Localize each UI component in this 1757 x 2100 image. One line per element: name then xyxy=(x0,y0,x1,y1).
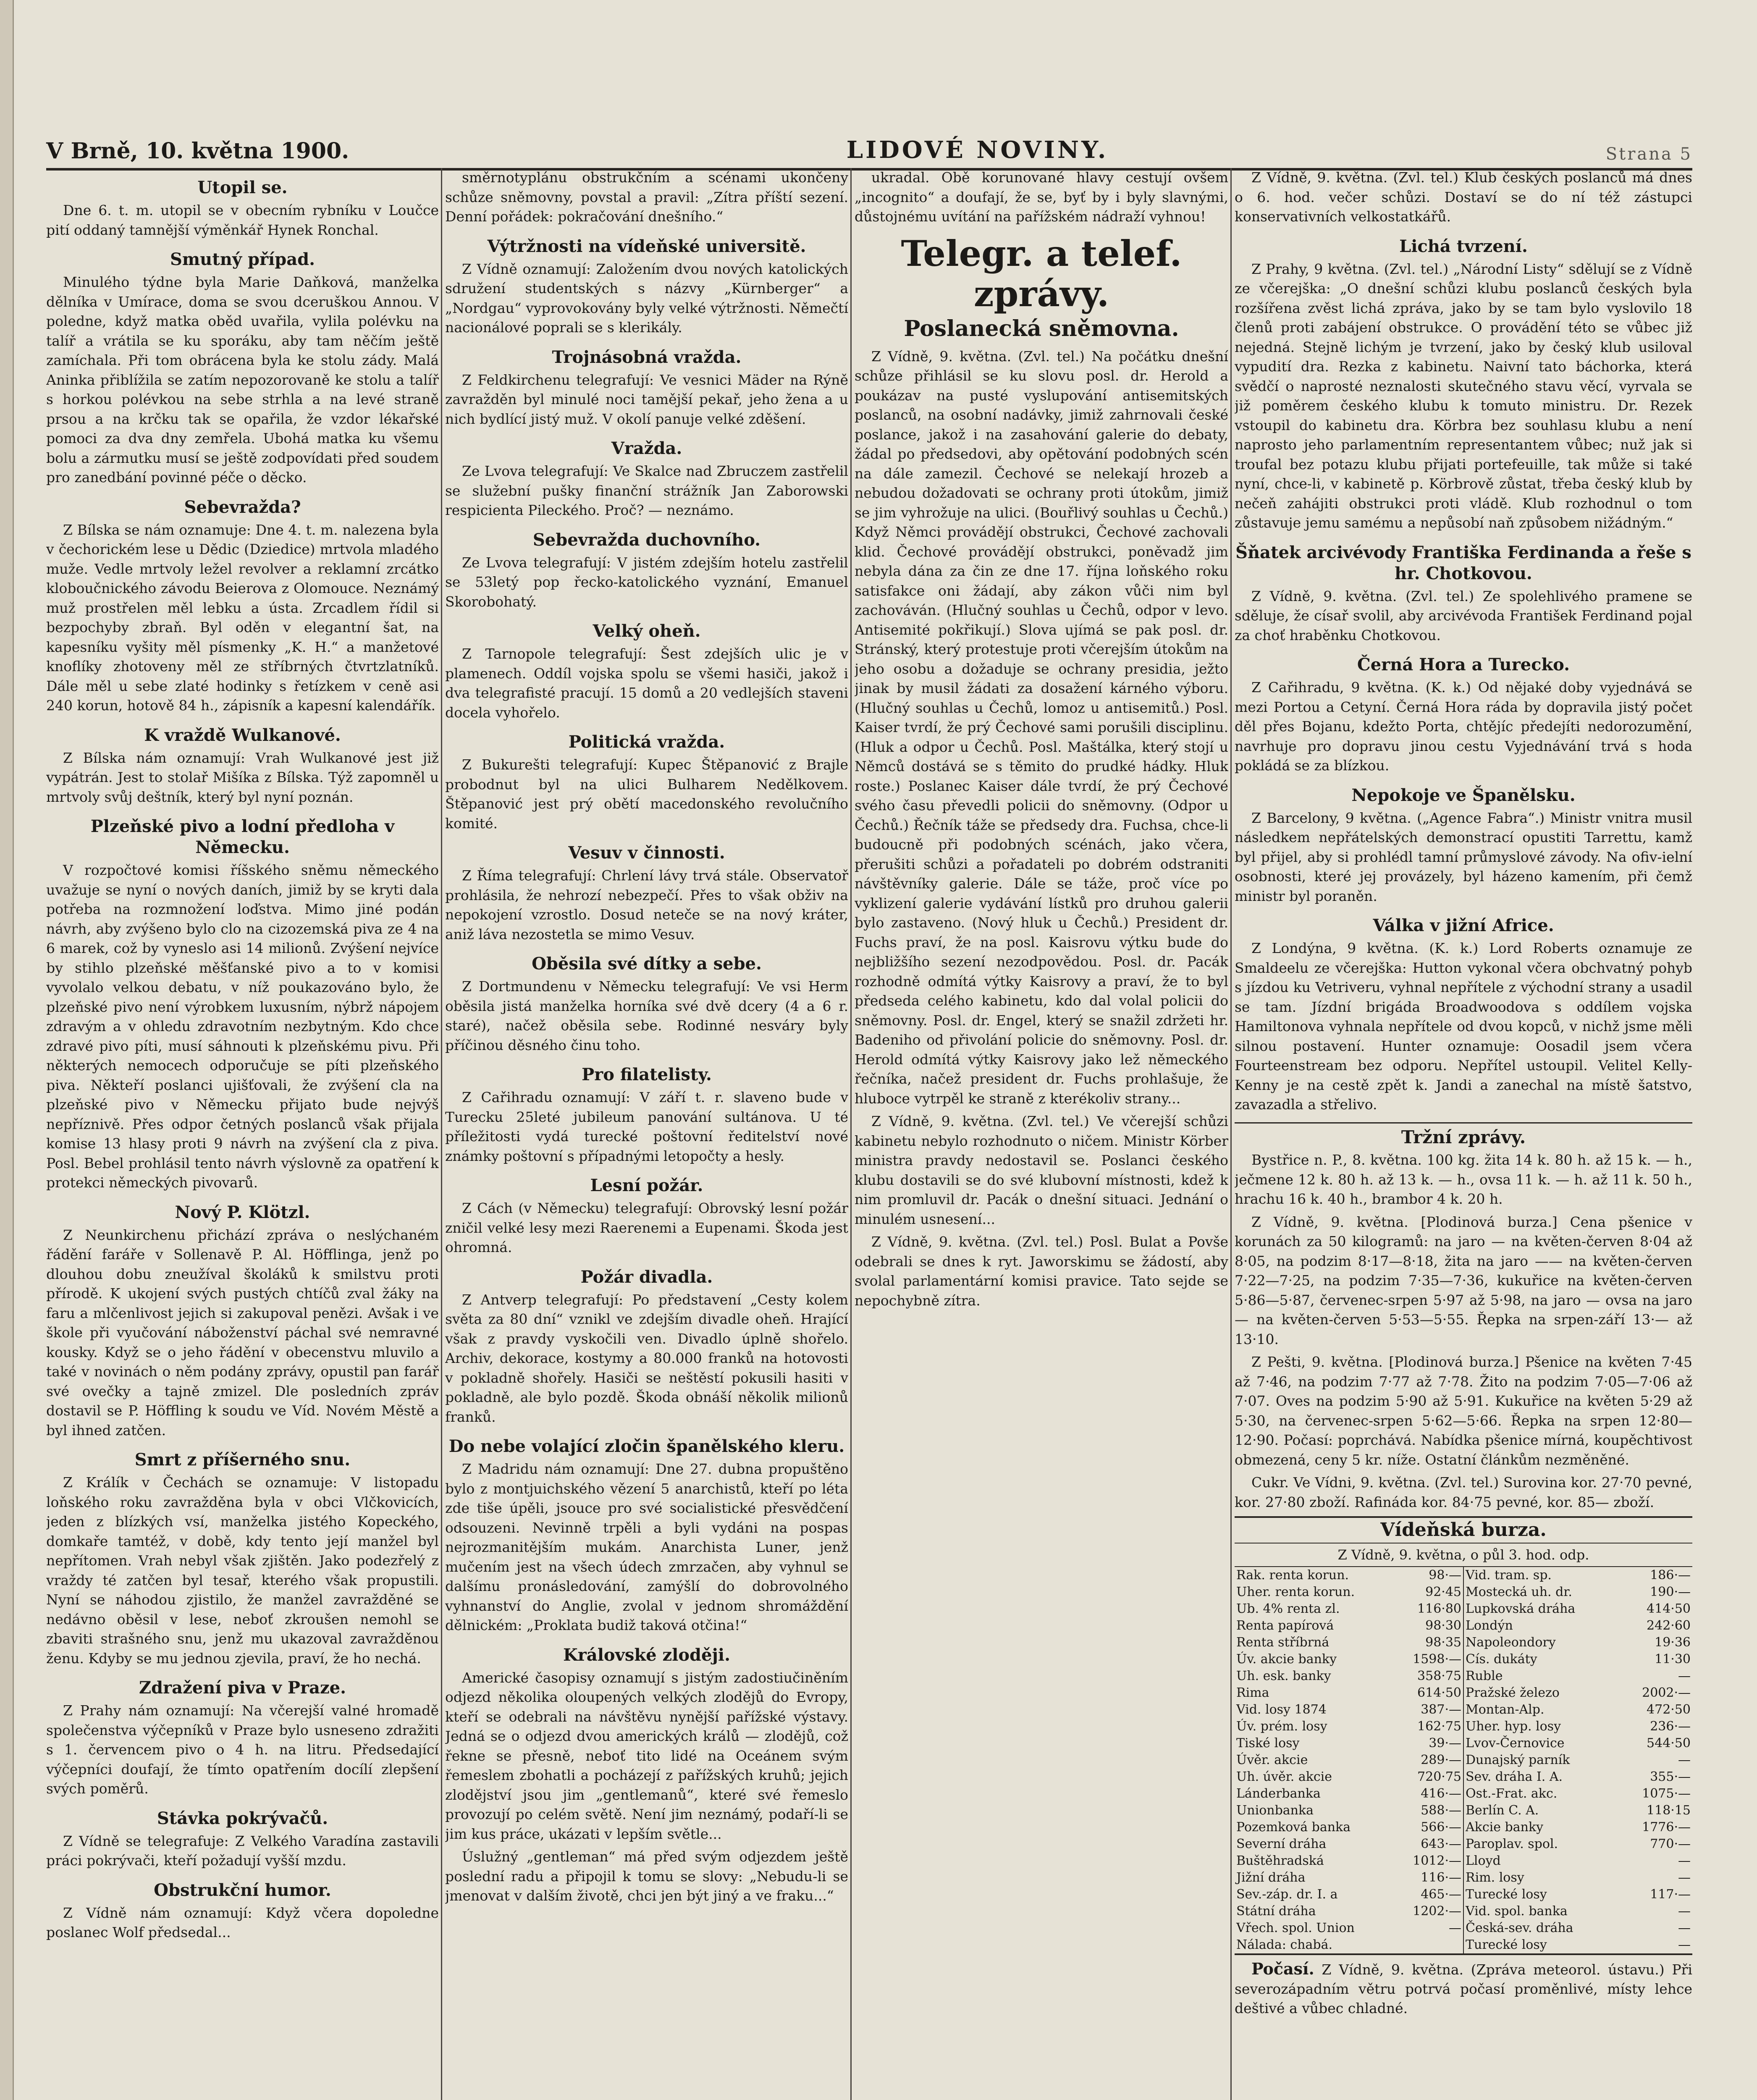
stock-row xyxy=(1235,1617,1463,1634)
stock-exchange-title: Vídeňská burza. xyxy=(1235,1518,1692,1544)
stock-row xyxy=(1235,1601,1463,1617)
stock-row xyxy=(1235,1785,1463,1802)
article-body: Z Barcelony, 9 května. („Agence Fabra“.) Ministr vnitra musil následkem nepřátelských demonstrací opustiti Tarrettu, kamž byl přijel, aby si prohlédl tamní průmyslové závody. Na ofiv-ielní osobnosti, které jej provázely, byl házeno kamením, při čemž ministr byl poraněn. xyxy=(1235,809,1692,904)
article-body: Z Králík v Čechách se oznamuje: V listopadu loňského roku zavražděna byla v obci Vlčkovicích, jeden z blízkých vsí, manželka jistého Kopeckého, domkaře tamtéž, v době, kdy tento její manžel byl nepřítomen. Vrah nebyl však zjištěn. Jako podezřelý z vraždy té zatčen byl tesař, kterého však propustili. Nyní se náhodou zjistilo, že manžel zavražděné se nedávno oběsil v lese, neboť zkroušen nemohl se zbaviti strašného snu, jenž mu ukazoval zavražděnou ženu. Kdyby se mu jednou zjevila, praví, že ho nechá. xyxy=(46,1474,439,1667)
article-title: Smrt z příšerného snu. xyxy=(134,1450,351,1470)
article-body: Z Tarnopole telegrafují: Šest zdejších ulic je v plamenech. Oddíl vojska spolu se všemi hasiči, jakož i dva telegrafisté pracují. 15 domů a 20 vedlejších staveni docela vyhořelo. xyxy=(445,646,848,721)
section-headline: Telegr. a telef. zprávy. xyxy=(901,232,1182,315)
article-title: Stávka pokrývačů. xyxy=(157,1808,328,1828)
article-title: Velký oheň. xyxy=(593,621,701,641)
stock-name: Pražské železo xyxy=(1466,1685,1560,1700)
article-body: Ze Lvova telegrafují: V jistém zdejším hotelu zastřelil se 53letý pop řecko-katolického vyznání, Emanuel Skorobohatý. xyxy=(445,554,848,610)
article-body: Z Bílska se nám oznamuje: Dne 4. t. m. nalezena byla v čechorickém lese u Dědic (Dziedice) mrtvola mladého muže. Vedle mrtvoly ležel revolver a reklamní zrcátko kloboučnického závodu Beierova z Olomouce. Neznámý muž prostřelen měl lebku a ústa. Zrcadlem řídil si bezpochyby zbraň. Byl oděn v elegantní šat, na kapesníku vyšity měl písmenky „K. H.“ a manžetové knoflíky zhotoveny měl ze stříbrných čtvrtzlatníků. Dále měl u sebe zlaté hodinky s řetízkem v ceně asi 240 korun, hotově 84 h., zápisník a kapesní kalendářík. xyxy=(46,521,439,714)
stock-name: Turecké losy xyxy=(1466,1887,1547,1902)
article-body: Z Vídně, 9. května. (Zvl. tel.) Klub českých poslanců má dnes o 6. hod. večer schůzi. Dostaví se do ní též zástupci konservativních velkostatkářů. xyxy=(1235,169,1692,225)
stock-name: Uh. úvěr. akcie xyxy=(1236,1769,1332,1784)
stock-name: Montan-Alp. xyxy=(1466,1702,1545,1717)
stock-name: Tiské losy xyxy=(1236,1736,1300,1751)
article-body: Z Neunkirchenu přichází zpráva o neslýchaném řádění faráře v Sollenavě P. Al. Höfflinga, jenž po dlouhou dobu zneužíval školáků k smilstvu proti přírodě. K ukojení svých pustých chtíčů zval žáky na faru a mlčenlivost jejich si zakupoval penězi. Avšak i ve škole při vyučování náboženství páchal své nemravné kousky. Když se o jeho řádění v obecenstvu mluvilo a také v novinách o něm podány zprávy, opustil pan farář své ovečky a tajně zmizel. Dle posledních zpráv dostavil se P. Höffling k soudu ve Víd. Novém Městě a byl ihned zatčen. xyxy=(46,1226,439,1438)
article-body: Z Cařihradu, 9 května. (K. k.) Od nějaké doby vyjednává se mezi Portou a Cetyní. Černá Hora ráda by dopravila jistý počet děl přes Bojanu, kdežto Porta, chtějíc předejíti nedorozumění, navrhuje pro dopravu jinou cestu Vyjednávání trvá s hoda pokládá se za blízkou. xyxy=(1235,679,1692,774)
stock-name: Úv. prém. losy xyxy=(1236,1719,1327,1734)
stock-row xyxy=(1464,1601,1692,1617)
stock-price: 465·— xyxy=(1421,1887,1461,1902)
stock-name: Turecké losy xyxy=(1466,1937,1547,1952)
stock-name: Jižní dráha xyxy=(1236,1870,1306,1885)
stock-name: Cís. dukáty xyxy=(1466,1652,1537,1667)
stock-name: Uh. esk. banky xyxy=(1236,1669,1331,1683)
article-body: Z Vídně, 9. května. (Zvl. tel.) Ve včerejší schůzi kabinetu nebylo rozhodnuto o ničem. Ministr Körber ministra pravdy nedostavil se. Poslanci českého klubu dostavili se do své klubovní místnosti, kdež k nim promluvil dr. Pacák o dnešní situaci. Jednání o minulém usnesení... xyxy=(855,1113,1228,1227)
stock-row xyxy=(1235,1853,1463,1869)
article-body: Ze Lvova telegrafují: Ve Skalce nad Zbruczem zastřelil se služební pušky finanční strážník Jan Zaborowski respicienta Pileckého. Proč? — neznámo. xyxy=(445,463,848,518)
stock-price: 355·— xyxy=(1650,1769,1691,1784)
stock-table-right xyxy=(1464,1567,1692,1953)
stock-row xyxy=(1235,1634,1463,1651)
stock-price: 1776·— xyxy=(1642,1820,1691,1835)
stock-name: Úv. akcie banky xyxy=(1236,1652,1337,1667)
stock-name: Ub. 4% renta zl. xyxy=(1236,1601,1340,1616)
article-title: Lesní požár. xyxy=(590,1176,703,1195)
stock-price: 1202·— xyxy=(1413,1904,1461,1919)
stock-name: Ost.-Frat. akc. xyxy=(1466,1786,1558,1801)
stock-row xyxy=(1464,1819,1692,1836)
stock-name: Rim. losy xyxy=(1466,1870,1524,1885)
stock-price: 358·75 xyxy=(1417,1669,1461,1683)
article-body: Z Vídně, 9. května. (Zvl. tel.) Ze spolehlivého pramene se sděluje, že císař svolil, aby arcivévoda František Ferdinand pojal za choť hraběnku Chotkovou. xyxy=(1235,588,1692,643)
article-title: Šňatek arcivévody Františka Ferdinanda a řeše s hr. Chotkovou. xyxy=(1235,542,1691,583)
stock-row xyxy=(1235,1903,1463,1920)
article-body: Z Bílska nám oznamují: Vrah Wulkanové jest již vypátrán. Jest to stolař Mišíka z Bílska. Týž zapomněl u mrtvoly svůj deštník, který byl nyní poznán. xyxy=(46,749,439,805)
article-body: Z Dortmundenu v Německu telegrafují: Ve vsi Herm oběsila jistá manželka horníka své dvě dcery (4 a 6 r. staré), načež oběsila sebe. Rodinné nesváry byly příčinou děsného činu toho. xyxy=(445,978,848,1053)
weather-text: Z Vídně, 9. května. (Zpráva meteorol. ústavu.) Při severozápadním větru potrvá počasí proměnlivé, místy lehce deštivé a vůbec chladné. xyxy=(1235,1961,1692,2016)
article-body: Z Bukurešti telegrafují: Kupec Štěpanović z Brajle probodnut byl na ulici Bulharem Nedělkovem. Štěpanović jest prý obětí macedonského revolučního komité. xyxy=(445,756,848,832)
stock-row xyxy=(1464,1752,1692,1769)
stock-name: Lánderbanka xyxy=(1236,1786,1321,1801)
article-title: Vesuv v činnosti. xyxy=(568,843,725,863)
stock-row xyxy=(1235,1718,1463,1735)
stock-row xyxy=(1235,1735,1463,1752)
stock-price: 242·60 xyxy=(1647,1618,1691,1633)
market-title: Tržní zprávy. xyxy=(1235,1122,1692,1147)
stock-price: 98·30 xyxy=(1425,1618,1461,1633)
article-body: ukradal. Obě korunované hlavy cestují ovšem „incognito“ a doufají, že se, byť by i byly slavnými, důstojnému uvítání na pařížském nádraží vyhnou! xyxy=(855,169,1228,225)
stock-price: 414·50 xyxy=(1647,1601,1691,1616)
column-divider xyxy=(850,168,852,2100)
column-divider xyxy=(1230,168,1232,2100)
stock-price: 98·35 xyxy=(1425,1635,1461,1650)
stock-price: 544·50 xyxy=(1647,1736,1691,1751)
stock-name: Renta papírová xyxy=(1236,1618,1334,1633)
stock-price: 614·50 xyxy=(1417,1685,1461,1700)
stock-row xyxy=(1235,1869,1463,1886)
stock-row xyxy=(1235,1886,1463,1903)
stock-row xyxy=(1464,1567,1692,1584)
stock-name: Sev. dráha I. A. xyxy=(1466,1769,1563,1784)
article-title: Válka v jižní Africe. xyxy=(1373,916,1554,935)
stock-price: — xyxy=(1678,1853,1691,1868)
page-number: Strana 5 xyxy=(1605,144,1692,164)
article-body: Minulého týdne byla Marie Daňková, manželka dělníka v Umírace, doma se svou dceruškou Annou. V poledne, když matka oběd uvařila, vylila polévku na talíř a vrátila se ku sporáku, aby tam něčím ještě zamíchala. Při tom obrácena byla ke stolu zády. Malá Aninka přiblížila se zatím nepozorovaně ke stolu a talíř s horkou polévkou na sebe strhla a na levé straně prsou a na krčku tak se opařila, že vzdor lékařské pomoci za dva dny zemřela. Ubohá matka ku všemu bolu a zármutku musí se ještě zodpovídati před soudem pro zanedbání povinné péče o děcko. xyxy=(46,274,439,486)
stock-name: Rak. renta korun. xyxy=(1236,1568,1349,1583)
article-title: Lichá tvrzení. xyxy=(1399,236,1528,256)
article-body: Z Říma telegrafují: Chrlení lávy trvá stále. Observatoř prohlásila, že nehrozí nebezpečí. Přes to však obživ na nepokojení vzrostlo. Dosud neteče se na nový kráter, aniž láva nezostetla se mimo Vesuv. xyxy=(445,867,848,942)
article-body: Z Prahy nám oznamují: Na včerejší valné hromadě společenstva výčepníků v Praze bylo usneseno zdražiti s 1. červencem pivo o 4 h. na litru. Předsedající výčepníci doufají, že tímto opatřením docílí zlepšení svých poměrů. xyxy=(46,1702,439,1797)
stock-price: — xyxy=(1678,1669,1691,1683)
stock-price: 1075·— xyxy=(1642,1786,1691,1801)
article-title: Sebevražda? xyxy=(184,497,301,517)
stock-row xyxy=(1235,1769,1463,1785)
stock-price: 720·75 xyxy=(1417,1769,1461,1784)
stock-row xyxy=(1464,1920,1692,1937)
stock-price: 39·— xyxy=(1429,1736,1461,1751)
stock-price: 118·15 xyxy=(1647,1803,1691,1818)
stock-name: Rima xyxy=(1236,1685,1269,1700)
stock-price: 472·50 xyxy=(1647,1702,1691,1717)
article-title: Plzeňské pivo a lodní předloha v Německu. xyxy=(90,816,395,857)
stock-name: Ruble xyxy=(1466,1669,1503,1683)
stock-name: Severní dráha xyxy=(1236,1837,1327,1851)
stock-price: 162·75 xyxy=(1417,1719,1461,1734)
article-body: Dne 6. t. m. utopil se v obecním rybníku v Loučce pití oddaný tamnější výměnkář Hynek Ronchal. xyxy=(46,202,439,238)
stock-row xyxy=(1235,1685,1463,1701)
stock-price: 1598·— xyxy=(1413,1652,1461,1667)
stock-row xyxy=(1464,1735,1692,1752)
stock-name: Česká-sev. dráha xyxy=(1466,1921,1573,1935)
stock-name: Vid. spol. banka xyxy=(1466,1904,1568,1919)
stock-row xyxy=(1235,1836,1463,1853)
stock-name: Vid. losy 1874 xyxy=(1236,1702,1327,1717)
column-divider xyxy=(441,168,442,2100)
stock-name: Renta stříbrná xyxy=(1236,1635,1330,1650)
stock-name: Lupkovská dráha xyxy=(1466,1601,1576,1616)
article-title: Vražda. xyxy=(611,438,682,458)
stock-row xyxy=(1464,1617,1692,1634)
article-title: Oběsila své dítky a sebe. xyxy=(532,954,762,974)
article-title: Utopil se. xyxy=(197,178,288,197)
stock-price: — xyxy=(1678,1904,1691,1919)
stock-name: Akcie banky xyxy=(1466,1820,1544,1835)
stock-row xyxy=(1235,1752,1463,1769)
stock-name: Sev.-záp. dr. I. a xyxy=(1236,1887,1338,1902)
stock-row xyxy=(1235,1668,1463,1685)
stock-row xyxy=(1235,1651,1463,1668)
stock-row xyxy=(1464,1802,1692,1819)
article-body: Americké časopisy oznamují s jistým zadostiučiněním odjezd několika oloupených velkých zlodějů do Evropy, kteří se odebrali na návštěvu nynější pařížské výstavy. Jedná se o odjezd dvou amerických králů — zlodějů, což řekne se přesně, neboť tito lidé na Oceánem svým řemeslem zbohatli a pocházejí z pařížských kruhů; jejich zlodějství jsou jim „gentlemanů“, které své řemeslo provozují po celém světě. Není jim neznámý, podaří-li se jim kus práce, ukázati v lepším světle... xyxy=(445,1669,848,1842)
stock-price: 19·36 xyxy=(1655,1635,1691,1650)
stock-price: 416·— xyxy=(1421,1786,1461,1801)
page-header xyxy=(46,126,1692,171)
article-title: Politická vražda. xyxy=(568,732,725,752)
stock-name: Lloyd xyxy=(1466,1853,1501,1868)
stock-price: 92·45 xyxy=(1425,1585,1461,1599)
article-body: Z Vídně se telegrafuje: Z Velkého Varadína zastavili práci pokrývači, kteří požadují vyšší mzdu. xyxy=(46,1832,439,1869)
stock-price: 190·— xyxy=(1650,1585,1691,1599)
article-title: Pro filatelisty. xyxy=(582,1065,712,1084)
stock-price: 289·— xyxy=(1421,1753,1461,1767)
stock-exchange-table xyxy=(1235,1516,1692,1955)
page-spine xyxy=(0,0,14,2100)
article-title: Výtržnosti na vídeňské universitě. xyxy=(487,236,806,256)
column-4 xyxy=(1235,168,1692,2100)
stock-price: 186·— xyxy=(1650,1568,1691,1583)
article-title: Smutný případ. xyxy=(170,249,315,269)
stock-price: 387·— xyxy=(1421,1702,1461,1717)
article-title: Obstrukční humor. xyxy=(154,1880,331,1900)
stock-row xyxy=(1464,1937,1692,1953)
article-body: Z Madridu nám oznamují: Dne 27. dubna propuštěno bylo z montjuichského vězení 5 anarchistů, kteří po léta zde tiše úpěli, jsouce pro své socialistické přesvědčení odsouzeni. Nevinně trpěli a byli vydáni na pospas nejrozmanitějším mukám. Anarchista Luner, jenž mučením jest na všech údech zmrzačen, aby vyhnul se dalšímu pronásledování, zamýšlí do dobrovolného vyhnanství do Anglie, zvolal v jednom shromáždění dělnickém: „Proklata budiž taková otčina!“ xyxy=(445,1461,848,1633)
stock-row xyxy=(1464,1869,1692,1886)
stock-price: — xyxy=(1678,1937,1691,1952)
stock-row xyxy=(1464,1785,1692,1802)
article-body: Z Vídně oznamují: Založením dvou nových katolických sdružení studentských s názvy „Kürnberger“ a „Nordgau“ vyprovokovány byly velké výtržnosti. Němečtí nacionálové poprali se s klerikály. xyxy=(445,260,848,336)
stock-name: Dunajský parník xyxy=(1466,1753,1570,1767)
article-title: Zdražení piva v Praze. xyxy=(139,1678,346,1698)
article-title: Trojnásobná vražda. xyxy=(552,347,742,367)
stock-price: 117·— xyxy=(1650,1887,1691,1902)
stock-row xyxy=(1235,1701,1463,1718)
stock-price: 116·— xyxy=(1421,1870,1461,1885)
stock-name: Paroplav. spol. xyxy=(1466,1837,1558,1851)
stock-name: Lvov-Černovice xyxy=(1466,1736,1565,1751)
article-body: Z Vídně nám oznamují: Když včera dopoledne poslanec Wolf předsedal... xyxy=(46,1904,439,1940)
stock-price: 98·— xyxy=(1429,1568,1461,1583)
article-body: V rozpočtové komisi říšského sněmu německého uvažuje se nyní o nových daních, jimiž by se kryti dala potřeba na rozmnožení loďstva. Mimo jiné podán návrh, aby zvýšeno bylo clo na cizozemská piva ze 4 na 6 marek, což by vyneslo asi 14 milionů. Zvýšení nejvíce by stihlo plzeňské měšťanské pivo a to v komisi vyvolalo velkou debatu, v níž poukazováno bylo, že plzeňské pivo není výrobkem luxusním, nýbrž nápojem zdravým a v ohledu zdravotním nezbytným. Kdo chce zdravé pivo píti, musí sáhnouti k plzeňskému pivu. Při některých nemocech odporučuje se píti plzeňského piva. Někteří poslanci ujišťovali, že zvýšení cla na plzeňské pivo v Německu přijato bude nejvýš nepříznivě. Přes odpor četných poslanců však přijala komise 13 hlasy proti 9 návrh na zvýšení cla z piva. Posl. Bebel prohlásil tento návrh výslovně za opatření k protekci německých pivovarů. xyxy=(46,862,439,1191)
stock-name: Buštěhradská xyxy=(1236,1853,1324,1868)
article-title: Nový P. Klötzl. xyxy=(175,1202,310,1222)
stock-table-left xyxy=(1235,1567,1463,1953)
stock-price xyxy=(1395,1937,1463,1953)
stock-row xyxy=(1235,1802,1463,1819)
stock-row xyxy=(1464,1853,1692,1869)
market-report: Z Vídně, 9. května. [Plodinová burza.] Cena pšenice v korunách za 50 kilogramů: na jaro — na květen-červen 8·04 až 8·05, na podzim 8·17—8·18, žita na jaro —— na květen-červen 7·22—7·25, na podzim 7·35—7·36, kukuřice na květen-červen 5·86—5·87, červenec-srpen 5·97 až 5·98, na jaro — ovsa na jaro — na květen-červen 5·53—5·55. Řepka na srpen-září 13·— až 13·10. xyxy=(1235,1213,1692,1347)
article-body: Z Cách (v Německu) telegrafují: Obrovský lesní požár zničil velké lesy mezi Raerenemi a Eupenami. Škoda jest ohromná. xyxy=(445,1200,848,1255)
stock-price: 643·— xyxy=(1421,1837,1461,1851)
stock-row xyxy=(1464,1701,1692,1718)
article-body: Z Antverp telegrafují: Po představení „Cesty kolem světa za 80 dní“ vznikl ve zdejším divadle oheň. Hrající však z pravdy vyskočili ven. Divadlo úplně shořelo. Archiv, dekorace, kostymy a 80.000 franků na hotovosti v pokladně shořely. Hasiči se neštěstí pokusili hasiti v pokladně, ale bylo pozdě. Škoda obnáší několik milionů franků. xyxy=(445,1291,848,1425)
stock-name: Uher. renta korun. xyxy=(1236,1585,1355,1599)
stock-row xyxy=(1464,1886,1692,1903)
article-title: Nepokoje ve Španělsku. xyxy=(1351,785,1576,805)
stock-price: — xyxy=(1449,1921,1461,1935)
article-title: Královské zloději. xyxy=(563,1645,731,1665)
stock-name: Londýn xyxy=(1466,1618,1513,1633)
stock-row xyxy=(1235,1937,1463,1953)
stock-row xyxy=(1464,1769,1692,1785)
stock-name: Nálada: chabá. xyxy=(1236,1937,1332,1952)
stock-row xyxy=(1464,1668,1692,1685)
article-title: Černá Hora a Turecko. xyxy=(1357,655,1570,675)
stock-price: 1012·— xyxy=(1413,1853,1461,1868)
stock-price: 566·— xyxy=(1421,1820,1461,1835)
stock-name: Vid. tram. sp. xyxy=(1466,1568,1552,1583)
stock-price: 2002·— xyxy=(1642,1685,1691,1700)
stock-price: — xyxy=(1678,1921,1691,1935)
stock-price: 588·— xyxy=(1421,1803,1461,1818)
article-body: Z Prahy, 9 května. (Zvl. tel.) „Národní Listy“ sdělují se z Vídně ze včerejška: „O dnešní schůzi klubu poslanců českých byla rozšířena zvěst lichá zpráva, jako by se tam bylo vyslovilo 18 členů proti zabájení obstrukce. O provádění této se vůbec již nejedná. Stejně lichým je tvrzení, jako by český klub usiloval vypudití dra. Rezka z kabinetu. Naivní tato báchorka, která svědčí o naprosté neznalosti skutečného stavu věcí, vyrvala se již poměrem českého klubu k tomuto ministru. Dr. Rezek vstoupil do kabinetu dra. Körbra bez souhlasu klubu a není naprosto jeho parlamentním representantem vůbec; nuž jak si troufal bez potazu klubu přijati portefeuille, tak může si také nyní, chce-li, v kabinetě p. Körbrově zůstat, třeba český klub by nečeň zahájiti obstrukci proti vládě. Klub rozhodnul o tom zůstavuje jemu samému a nepůsobí naň způsobem nižádným.“ xyxy=(1235,260,1692,531)
stock-name: Pozemková banka xyxy=(1236,1820,1351,1835)
stock-row xyxy=(1464,1584,1692,1601)
stock-row xyxy=(1235,1920,1463,1937)
stock-exchange-subtitle: Z Vídně, 9. května, o půl 3. hod. odp. xyxy=(1235,1544,1692,1567)
header-date: V Brně, 10. května 1900. xyxy=(46,138,349,164)
market-report: Z Pešti, 9. května. [Plodinová burza.] Pšenice na květen 7·45 až 7·46, na podzim 7·77 až 7·78. Žito na podzim 7·05—7·06 až 7·07. Oves na podzim 5·90 až 5·91. Kukuřice na květen 5·29 až 5·30, na červenec-srpen 5·62—5·66. Řepka na srpen 12·80—12·90. Počasí: poprchává. Nabídka pšenice mírná, koupěchtivost obmezená, ceny 5 kr. níže. Ostatní článkům nezměněné. xyxy=(1235,1354,1692,1468)
article-body: Z Vídně, 9. května. (Zvl. tel.) Posl. Bulat a Povše odebrali se dnes k ryt. Jaworskimu se žádostí, aby svolal parlamentární komisi pravice. Tato sejde se nepochybně zítra. xyxy=(855,1234,1228,1309)
column-2 xyxy=(445,168,848,2100)
article-body: Z Vídně, 9. května. (Zvl. tel.) Na počátku dnešní schůze přihlásil se ku slovu posl. dr. Herold a poukázav na pusté vyslupování antisemitských poslanců, na osobní nadávky, jimiž zahrnovali české poslance, jakož i na zasahování galerie do debaty, žádal po předsedovi, aby opětování podobných scén na dále zamezil. Čechové se nelekají hrozeb a nebudou dožadovati se ochrany proti útokům, jimiž se jim vyhrožuje na ulici. (Bouřlivý souhlas u Čechů.) Když Němci provádějí obstrukci, Čechové zachovali klid. Čechové provádějí obstrukci, poněvadž jim nebyla dána za čin ze dne 17. října loňského roku satisfakce oni žádají, aby zákon vůči nim byl zachováván. (Hlučný souhlas u Čechů, odpor v levo. Antisemité pokřikují.) Slova ujímá se pak posl. dr. Stránský, který protestuje proti včerejším útokům na jeho osobu a dožaduje se ochrany presidia, ježto jinak by musil žádati za dosažení kárného výboru. (Hlučný souhlas u Čechů, lomoz u antisemitů.) Posl. Kaiser tvrdí, že prý Čechové sami porušili disciplinu. (Hluk a odpor u Čechů. Posl. Maštálka, který stojí u Němců dostává se s těmito do prudké hádky. Hluk roste.) Poslanec Kaiser dále tvrdí, že prý Čechové svého času převedli policii do sněmovny. (Odpor u Čechů.) Řečník táže se předsedy dra. Fuchsa, chce-li budoucně při podobných scénách, jako včera, přerušiti schůzi a pořadateli po dobrém odstraniti návštěvníky galerie. Dále se táže, proč více po vyklizení galerie vydávání lístků pro druhou galerii bylo zastaveno. (Nový hluk u Čechů.) President dr. Fuchs praví, že na posl. Kaisrovu výtku bude do nejbližšího sezení nezodpovědou. Posl. dr. Pacák rozhodně odmítá výtky Kaisrovy a praví, že to byl předseda celého kabinetu, kdo dal volal policii do sněmovny. Posl. dr. Engel, který se snažil zdržeti hr. Badeniho od přivolání policie do sněmovny. Posl. dr. Herold odmítá výtky Kaisrovy jako lež německého řečníka, načež president dr. Fuchs prohlašuje, že hluboce vytrpěl ke straně z kterékoliv strany... xyxy=(855,348,1228,1107)
stock-row xyxy=(1464,1903,1692,1920)
section-subheadline: Poslanecká sněmovna. xyxy=(904,315,1179,341)
stock-row xyxy=(1464,1651,1692,1668)
stock-name: Uher. hyp. losy xyxy=(1466,1719,1561,1734)
stock-row xyxy=(1464,1634,1692,1651)
article-title: Sebevražda duchovního. xyxy=(532,530,761,550)
stock-row xyxy=(1235,1819,1463,1836)
article-body: Úslužný „gentleman“ má před svým odjezdem ještě poslední radu a připojil k tomu se slovy: „Nebudu-li se jmenovat v dalším životě, chci jen být jiný a ve fraku...“ xyxy=(445,1848,848,1904)
article-body: Z Londýna, 9 května. (K. k.) Lord Roberts oznamuje ze Smaldeelu ze včerejška: Hutton vykonal včera obchvatný pohyb s jízdou ku Vetriveru, vyhnal nepřítele z východní strany a usadil se tam. Jízdní brigáda Broadwoodova s oddílem vojska Hamiltonova vyhnala nepřítele od dvou kopců, v nichž jsme měli silnou postavení. Hunter oznamuje: Oosadil jsem včera Fourteenstream bez odporu. Nepřítel ustoupil. Velitel Kelly-Kenny je na cestě zpět k. Jandi a zanechal na místě šatstvo, zavazadla a střelivo. xyxy=(1235,940,1692,1113)
stock-name: Úvěr. akcie xyxy=(1236,1753,1308,1767)
stock-row xyxy=(1235,1567,1463,1584)
weather-report xyxy=(1235,1959,1692,2018)
masthead-title: LIDOVÉ NOVINY. xyxy=(846,136,1109,164)
article-body: Z Feldkirchenu telegrafují: Ve vesnici Mäder na Rýně zavražděn byl minulé noci tamější pekař, jeho žena a u nich bydlící jistý muž. V okolí panuje velké zděšení. xyxy=(445,371,848,427)
market-report: Bystřice n. P., 8. května. 100 kg. žita 14 k. 80 h. až 15 k. — h., ječmene 12 k. 80 h. až 13 k. — h., ovsa 11 k. — h. až 11 k. 50 h., hrachu 16 k. 40 h., brambor 4 k. 20 h. xyxy=(1235,1152,1692,1207)
stock-name: Napoleondory xyxy=(1466,1635,1556,1650)
stock-price: 116·80 xyxy=(1417,1601,1461,1616)
stock-row xyxy=(1464,1718,1692,1735)
stock-name: Unionbanka xyxy=(1236,1803,1314,1818)
stock-row xyxy=(1464,1836,1692,1853)
market-report: Cukr. Ve Vídni, 9. května. (Zvl. tel.) Surovina kor. 27·70 pevné, kor. 27·80 zboží. Rafináda kor. 84·75 pevné, kor. 85— zboží. xyxy=(1235,1474,1692,1510)
stock-name: Státní dráha xyxy=(1236,1904,1316,1919)
stock-name: Vřech. spol. Union xyxy=(1236,1921,1355,1935)
article-title: K vraždě Wulkanové. xyxy=(144,725,341,745)
article-body: Z Cařihradu oznamují: V září t. r. slaveno bude v Turecku 25leté jubileum panování sultánova. U té příležitosti vydá turecké poštovní ředitelství nové známky poštovní s případnými letopočty a hesly. xyxy=(445,1089,848,1164)
stock-price: 236·— xyxy=(1650,1719,1691,1734)
column-3 xyxy=(855,168,1228,2100)
article-title: Požár divadla. xyxy=(580,1267,713,1287)
stock-price: 11·30 xyxy=(1655,1652,1691,1667)
stock-name: Berlín C. A. xyxy=(1466,1803,1539,1818)
stock-price: — xyxy=(1678,1753,1691,1767)
stock-name: Mostecká uh. dr. xyxy=(1466,1585,1572,1599)
column-1 xyxy=(46,168,439,2100)
stock-row xyxy=(1235,1584,1463,1601)
weather-title: Počasí. xyxy=(1251,1959,1314,1978)
stock-row xyxy=(1464,1685,1692,1701)
article-body: směrnotyplánu obstrukčním a scénami ukončeny schůze sněmovny, povstal a pravil: „Zítra příští sezení. Denní pořádek: pokračování dnešního.“ xyxy=(445,169,848,225)
article-title: Do nebe volající zločin španělského kleru. xyxy=(448,1436,845,1456)
stock-price: 770·— xyxy=(1650,1837,1691,1851)
stock-price: — xyxy=(1678,1870,1691,1885)
